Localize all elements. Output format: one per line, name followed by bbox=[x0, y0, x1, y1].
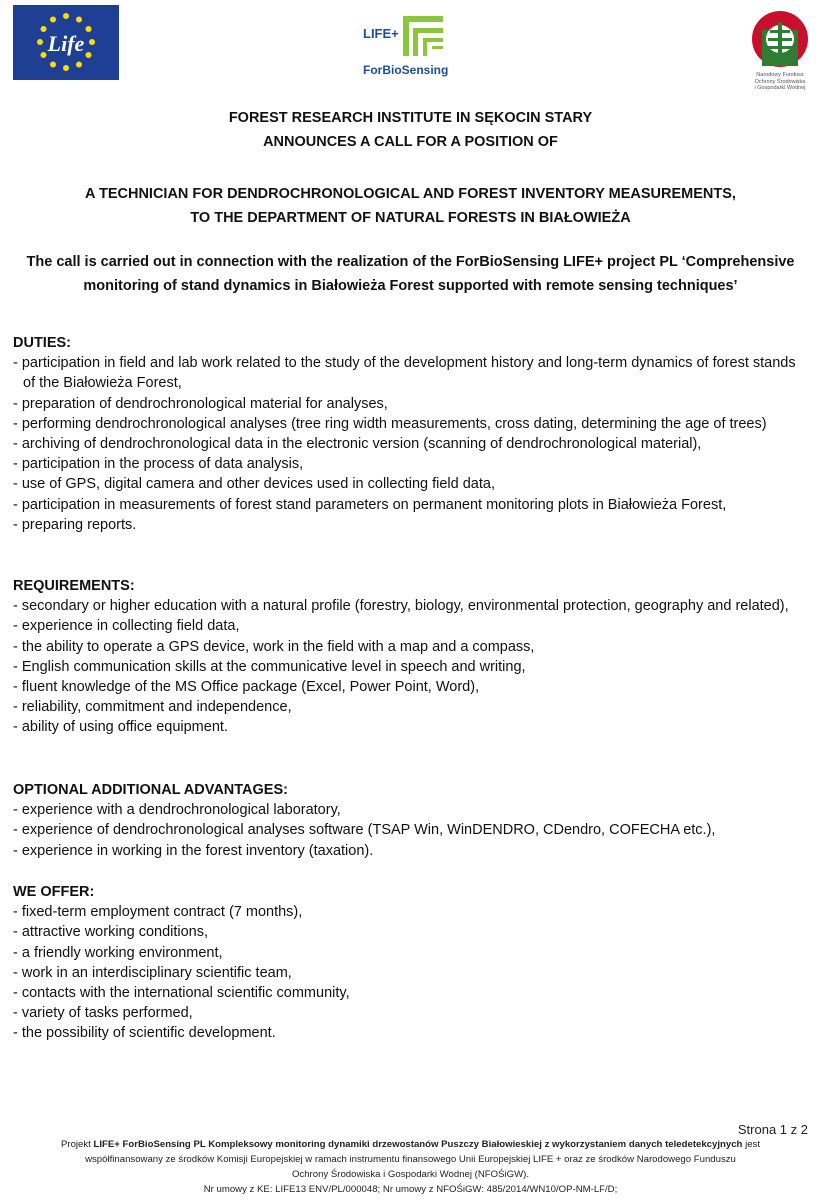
eu-star-icon bbox=[50, 17, 56, 23]
footer-line2: współfinansowany ze środków Komisji Europejskiej w ramach instrumentu finansowego Unii Europejskiej LIFE + oraz ze środków Narodowego Funduszu bbox=[85, 1154, 736, 1165]
eu-star-icon bbox=[89, 39, 95, 45]
list-item: - preparing reports. bbox=[13, 516, 137, 533]
list-item: - experience in working in the forest inventory (taxation). bbox=[13, 842, 374, 859]
list-item: - work in an interdisciplinary scientific team, bbox=[13, 964, 292, 981]
announcement-heading bbox=[0, 106, 821, 154]
project-footer bbox=[0, 1137, 821, 1197]
eu-star-icon bbox=[41, 26, 47, 32]
position-heading bbox=[0, 182, 821, 230]
list-item: - attractive working conditions, bbox=[13, 924, 209, 941]
footer-line3: Ochrony Środowiska i Gospodarki Wodnej (NFOŚiGW). bbox=[291, 1169, 530, 1180]
list-item: - fluent knowledge of the MS Office package (Excel, Power Point, Word), bbox=[13, 679, 480, 696]
list-item: - preparation of dendrochronological material for analyses, bbox=[13, 395, 388, 412]
list-item: - contacts with the international scientific community, bbox=[13, 985, 350, 1002]
list-item: - secondary or higher education with a natural profile (forestry, biology, environmental protection, geography and related), bbox=[13, 598, 789, 615]
list-item: - reliability, commitment and independence, bbox=[13, 699, 292, 716]
list-item: - the ability to operate a GPS device, work in the field with a map and a compass, bbox=[13, 638, 535, 655]
requirements-title: REQUIREMENTS: bbox=[13, 578, 135, 594]
call-line1: The call is carried out in connection with the realization of the ForBioSensing LIFE+ project PL ‘Comprehensive bbox=[26, 254, 795, 270]
list-item: - participation in field and lab work related to the study of the development history and long-term dynamics of forest stands of the Białowieża Forest, bbox=[13, 355, 796, 392]
eu-star-icon bbox=[50, 62, 56, 68]
footer-line1: Projekt LIFE+ ForBioSensing PL Kompleksowy monitoring dynamiki drzewostanów Puszczy Białowieskiej z wykorzystaniem danych teledetekcyjnych jest bbox=[60, 1139, 761, 1150]
optional-advantages-section bbox=[13, 780, 808, 861]
eu-star-icon bbox=[86, 26, 92, 32]
announces-line: ANNOUNCES A CALL FOR A POSITION OF bbox=[263, 134, 558, 150]
offer-title: WE OFFER: bbox=[13, 884, 95, 900]
footer-line4: Nr umowy z KE: LIFE13 ENV/PL/000048; Nr umowy z NFOŚiGW: 485/2014/WN10/OP-NM-LF/D; bbox=[203, 1184, 618, 1195]
eu-star-icon bbox=[76, 17, 82, 23]
eu-star-icon bbox=[63, 13, 69, 19]
list-item: - experience with a dendrochronological laboratory, bbox=[13, 802, 341, 819]
list-item: - participation in measurements of forest stand parameters on permanent monitoring plots in Białowieża Forest, bbox=[13, 496, 727, 513]
eu-star-icon bbox=[41, 52, 47, 58]
list-item: - English communication skills at the communicative level in speech and writing, bbox=[13, 658, 526, 675]
list-item: - variety of tasks performed, bbox=[13, 1005, 193, 1022]
life-plus-label: LIFE+ bbox=[363, 26, 399, 41]
we-offer-section bbox=[13, 882, 808, 1044]
position-title-line1: A TECHNICIAN FOR DENDROCHRONOLOGICAL AND FOREST INVENTORY MEASUREMENTS, bbox=[85, 186, 736, 202]
list-item: - ability of using office equipment. bbox=[13, 719, 228, 736]
optional-title: OPTIONAL ADDITIONAL ADVANTAGES: bbox=[13, 782, 288, 798]
list-item: - participation in the process of data analysis, bbox=[13, 456, 304, 473]
list-item: - experience in collecting field data, bbox=[13, 618, 240, 635]
eu-star-icon bbox=[63, 65, 69, 71]
list-item: - archiving of dendrochronological data in the electronic version (scanning of dendrochronological material), bbox=[13, 436, 702, 453]
institute-name: FOREST RESEARCH INSTITUTE IN SĘKOCIN STARY bbox=[228, 110, 593, 126]
eu-flag-icon bbox=[13, 5, 119, 80]
nfosigw-logo bbox=[744, 8, 816, 98]
duties-title: DUTIES: bbox=[13, 335, 71, 351]
duties-section bbox=[13, 333, 808, 535]
call-description bbox=[0, 250, 821, 298]
list-item: - the possibility of scientific development. bbox=[13, 1025, 276, 1042]
eu-life-logo bbox=[13, 5, 119, 80]
call-line2: monitoring of stand dynamics in Białowieża Forest supported with remote sensing techniques’ bbox=[83, 278, 738, 294]
requirements-section bbox=[13, 576, 808, 738]
forest-sensing-icon bbox=[399, 14, 447, 60]
eu-star-icon bbox=[86, 52, 92, 58]
list-item: - use of GPS, digital camera and other devices used in collecting field data, bbox=[13, 476, 495, 493]
nfosigw-emblem-icon bbox=[744, 8, 816, 70]
list-item: - a friendly working environment, bbox=[13, 944, 223, 961]
eu-star-icon bbox=[37, 39, 43, 45]
life-forbiosensing-logo bbox=[357, 12, 457, 82]
list-item: - experience of dendrochronological analyses software (TSAP Win, WinDENDRO, CDendro, COFECHA etc.), bbox=[13, 822, 716, 839]
eu-star-icon bbox=[76, 62, 82, 68]
forbiosensing-label: ForBioSensing bbox=[363, 63, 449, 77]
page-number: Strona 1 z 2 bbox=[737, 1122, 808, 1137]
eu-life-text: Life bbox=[47, 31, 85, 56]
position-title-line2: TO THE DEPARTMENT OF NATURAL FORESTS IN BIAŁOWIEŻA bbox=[190, 210, 631, 226]
nfosigw-label: Narodowy Fundusz Ochrony Środowiska i Gospodarki Wodnej bbox=[754, 72, 806, 91]
list-item: - performing dendrochronological analyses (tree ring width measurements, cross dating, determining the age of trees) bbox=[13, 415, 767, 432]
list-item: - fixed-term employment contract (7 months), bbox=[13, 904, 303, 921]
